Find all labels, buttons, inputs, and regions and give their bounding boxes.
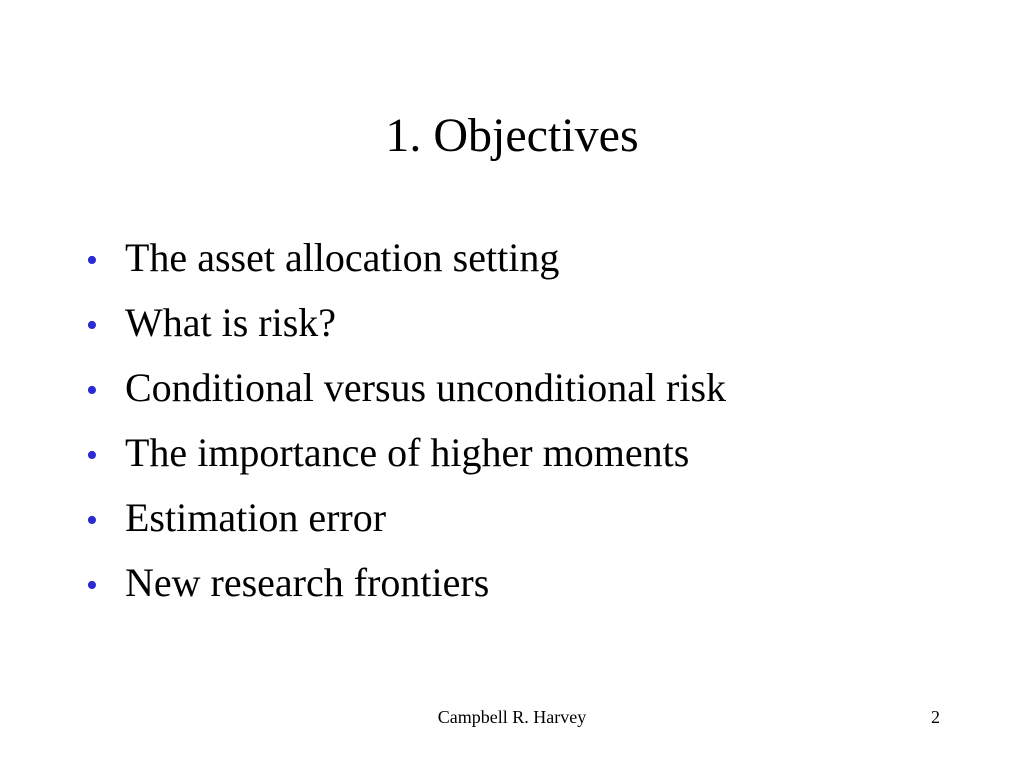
bullet-icon: • (86, 502, 98, 539)
bullet-text: The asset allocation setting (125, 235, 560, 280)
list-item (86, 492, 986, 557)
bullet-icon: • (86, 242, 98, 279)
bullet-icon: • (86, 567, 98, 604)
list-item (86, 232, 986, 297)
footer-author: Campbell R. Harvey (437, 707, 587, 727)
bullet-list (86, 232, 986, 622)
bullet-icon: • (86, 437, 98, 474)
list-item (86, 557, 986, 622)
page-number: 2 (931, 707, 940, 727)
bullet-text: The importance of higher moments (125, 430, 690, 475)
list-item (86, 427, 986, 492)
list-item (86, 362, 986, 427)
bullet-text: New research frontiers (125, 560, 490, 605)
slide-title: 1. Objectives (385, 109, 639, 162)
bullet-text: What is risk? (125, 300, 337, 345)
bullet-icon: • (86, 307, 98, 344)
bullet-text: Estimation error (125, 495, 387, 540)
bullet-icon: • (86, 372, 98, 409)
bullet-text: Conditional versus unconditional risk (125, 365, 727, 410)
list-item (86, 297, 986, 362)
